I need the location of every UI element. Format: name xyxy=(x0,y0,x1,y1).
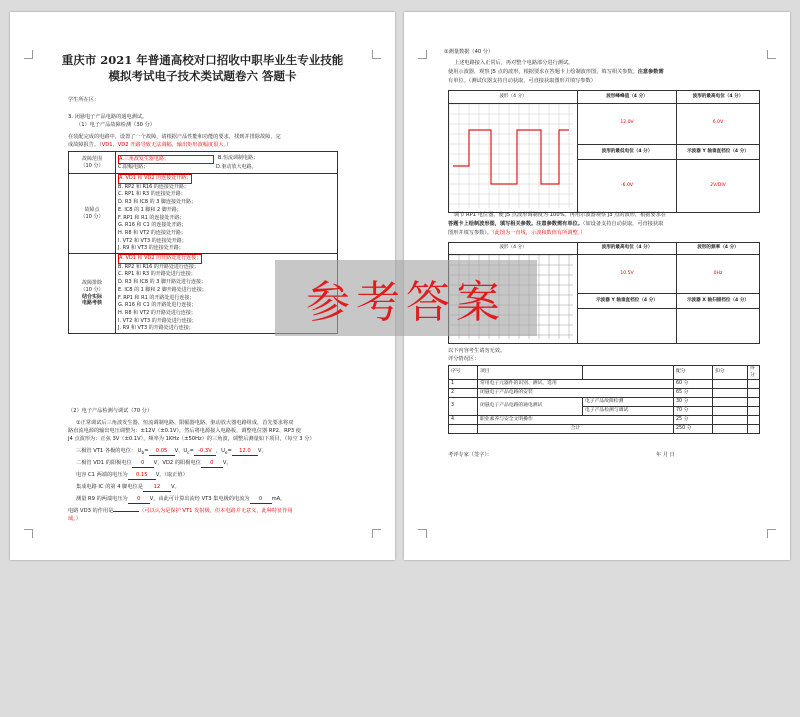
option: D.驱动放大电路。 xyxy=(216,163,257,170)
header-cell: 示波器 Y 轴垂直档位（4 分） xyxy=(677,144,760,160)
waveform-cell xyxy=(449,104,578,213)
instruction-text: ） xyxy=(226,142,232,148)
ic-pin4-value: 12 xyxy=(143,484,171,492)
examiner-signature-label: 考评专家（签字）： xyxy=(448,452,493,458)
measure-label: 三极管 VT1 各极的电位： xyxy=(76,448,137,454)
crop-mark xyxy=(767,529,776,538)
score-cell: 合计 xyxy=(478,425,674,434)
list-item: I. VT2 和 VT3 的开路处进行连接； xyxy=(118,317,197,324)
score-area-label: 评分情况区： xyxy=(448,356,480,362)
list-item: D. R3 和 IC8 的 3 脚连接处开路； xyxy=(118,199,196,206)
paragraph-line: 调节 RP1 电位器，使 J5 点波形调制度为 100%。再用示波器观察 J3 点的波形，根据要求在 xyxy=(454,212,667,218)
score-header xyxy=(583,366,674,380)
date-label: 年 月 日 xyxy=(656,452,675,458)
list-item: C. RP1 和 R3 的开路处进行连接； xyxy=(118,271,196,278)
ub-value: 0.05 xyxy=(149,448,175,456)
watermark-text: 参考答案 xyxy=(306,277,506,328)
score-cell: 闭悬电子产品电路的通电测试 xyxy=(478,398,583,416)
section-3-heading: 3. 闭悬电子产品电路的通电测试。 xyxy=(68,114,148,120)
paragraph-line: 上述电路接入正常后，再对整个电路部分进行测试。 xyxy=(454,60,574,66)
list-item: J. R9 和 VT3 的开路处进行连接； xyxy=(118,325,194,332)
measure-line-vt1: 三极管 VT1 各极的电位： $U_b= 0.05$ V，$U_c= -0.3V$ ，$U_e= 12.0$ V。 xyxy=(76,448,267,457)
measure-label: V。（取正值） xyxy=(155,472,188,478)
frequency-value: 0Hz xyxy=(677,255,760,294)
fault-repair-label-cell xyxy=(69,254,116,334)
score-header: 得分 xyxy=(748,366,760,380)
score-cell xyxy=(748,416,760,425)
measure-label: mA。 xyxy=(271,496,286,502)
crop-mark xyxy=(418,50,427,59)
fault-repair-note: 结合实际 电路考核 xyxy=(81,293,102,307)
instruction-line: 在装配完成的电路中，设置了一个故障，请根据产品性能和功能的要求，找到并排除故障，完 xyxy=(68,134,281,140)
score-cell: 70 分 xyxy=(674,407,713,416)
list-item: D. R3 和 IC8 的 3 脚开路处进行连接； xyxy=(118,279,206,286)
vt3-current-value: 0 xyxy=(250,496,272,504)
measure-label: 测量 R9 的两端电压为 xyxy=(76,496,128,502)
measure-line-c1 xyxy=(76,472,188,480)
score-cell: 1 xyxy=(449,380,478,389)
score-cell: 60 分 xyxy=(674,380,713,389)
measure-label: 集成电路 IC 的第 4 脚电位是 xyxy=(76,484,143,490)
answer-note: （此图为一直线，示波和数值有所调整。） xyxy=(492,230,586,236)
paragraph-line xyxy=(448,221,663,228)
header-cell: 波形（4 分） xyxy=(449,91,578,104)
list-item: B. RP2 和 R16 的连接处开路； xyxy=(118,183,189,190)
vd3-blank xyxy=(113,511,139,512)
fault-point-label: 故障点 （10 分） xyxy=(69,174,116,254)
crop-mark xyxy=(372,529,381,538)
list-item: B. RP2 和 R16 的开路处进行连接； xyxy=(118,263,199,270)
measure-line-vd1: 二极管 VD1 的阳极电位 0 V，VD2 的阳极电位 0 V。 xyxy=(76,460,232,466)
list-item: E. IC8 的 1 脚和 2 脚开路； xyxy=(118,206,182,213)
list-item: C. RP1 和 R3 的连接处开路； xyxy=(118,191,186,198)
measure-line-ic: 集成电路 IC 的第 4 脚电位是 12 V。 xyxy=(76,484,180,490)
list-item: F. RP1 和 R1 的开路处进行连接； xyxy=(118,294,195,301)
header-cell: 波形（4 分） xyxy=(449,243,578,255)
header-cell: 波形的最高电位（4 分） xyxy=(677,91,760,104)
paragraph-text: （如设备支持自动获取，可直接获取 xyxy=(582,221,664,227)
score-cell xyxy=(748,380,760,389)
score-cell xyxy=(713,380,748,389)
paragraph-line: J4 点波形为：正弦 3V（±0.1V），频率为 1KHz（±50Hz）的三角波，调整后测量如下项目，（每空 3 分） xyxy=(68,436,315,442)
min-potential-value: -6.0V xyxy=(578,160,677,213)
measure-label: 电路 VD3 的作用是 xyxy=(68,508,114,514)
score-cell: 闭悬电子产品电路的安装 xyxy=(478,389,674,398)
measure-line-vd3 xyxy=(68,508,293,515)
paragraph-text: 使用示波器，观察 J5 点的波形，根据要求在答题卡上绘制波形图，填写相关参数。 xyxy=(448,69,638,75)
measure-line-r9 xyxy=(76,496,285,504)
score-cell: 职业素养与安全文明操作 xyxy=(478,416,674,425)
max-potential-value: 10.5V xyxy=(578,255,677,294)
header-cell: 示波器 Y 轴垂直档位（4 分） xyxy=(578,294,677,309)
instruction-text: 成故障报告。（ xyxy=(68,142,102,148)
score-cell xyxy=(713,398,748,407)
score-cell xyxy=(713,407,748,416)
score-table xyxy=(448,365,760,434)
score-header: 序号 xyxy=(449,366,478,380)
list-item: J. R9 和 VT3 的连接处开路； xyxy=(118,245,184,252)
exam-title-line1: 重庆市 2021 年普通高校对口招收中职毕业生专业技能 xyxy=(61,53,344,67)
list-item: F. RP1 和 R1 的连接处开路； xyxy=(118,214,185,221)
peak-to-peak-value: 12.0V xyxy=(578,104,677,145)
vd3-answer-cont: 域。） xyxy=(68,516,81,522)
fault-range-options xyxy=(116,152,338,174)
measure-data-heading: ②测量数据（40 分） xyxy=(444,49,494,55)
paragraph-line xyxy=(448,230,585,237)
header-cell: 波形峰峰值（4 分） xyxy=(578,91,677,104)
header-cell: 波形的频率（4 分） xyxy=(677,243,760,255)
score-cell: 25 分 xyxy=(674,416,713,425)
crop-mark xyxy=(418,529,427,538)
list-item: I. VT2 和 VT3 的连接处开路； xyxy=(118,237,187,244)
score-cell xyxy=(713,389,748,398)
header-cell: 示波器 X 轴扫描档位（4 分） xyxy=(677,294,760,309)
list-item: E. IC8 的 1 脚和 2 脚开路处进行连接； xyxy=(118,286,207,293)
max-potential-value: 6.0V xyxy=(677,104,760,145)
y-axis-scale-blank xyxy=(578,309,677,343)
score-cell xyxy=(748,407,760,416)
paragraph-bold: 注意参数需 xyxy=(637,69,664,75)
score-cell: 65 分 xyxy=(674,389,713,398)
vd3-answer: （可以认为是保护 VT1 发射极，但本电路并无意义，此种特征作用 xyxy=(139,508,293,514)
score-cell xyxy=(748,389,760,398)
score-header: 项目 xyxy=(478,366,583,380)
school-label: 学生所在区： xyxy=(68,97,100,103)
y-axis-scale-value: 2V/DIV xyxy=(677,160,760,213)
list-item: H. R8 和 VT2 的开路处进行连接； xyxy=(118,309,196,316)
reference-answer-watermark xyxy=(275,260,537,336)
paragraph-text: 图形并填写参数）。 xyxy=(448,230,493,236)
score-cell: 电子产品检测与调试 xyxy=(583,407,674,416)
ue-value: 12.0 xyxy=(232,448,258,456)
option: B.恒流调制电路； xyxy=(218,154,259,161)
uc-value: -0.3V xyxy=(194,448,216,456)
paragraph-line: 路直流电源的输出电压调整为：±12V（±0.1V），然后将电源接入电路板，调整电位器 RP2、RP3 使 xyxy=(68,428,301,434)
header-cell: 波形的最低电位（4 分） xyxy=(578,144,677,160)
score-cell xyxy=(713,425,748,434)
score-cell xyxy=(748,398,760,407)
score-cell: 30 分 xyxy=(674,398,713,407)
paragraph-line: ①正常调试后三角波发生器、恒流调制电路、限幅器电路、驱动放大器电路组成，首先要求将双 xyxy=(76,420,294,426)
crop-mark xyxy=(767,50,776,59)
vd2-anode-value: 0 xyxy=(201,460,223,468)
measure-label: 二极管 VD1 的阳极电位 xyxy=(76,460,132,466)
measure-label: 电容 C1 两端的电压为 xyxy=(76,472,128,478)
list-item: A. VD1 和 VD2 的开路处进行连接； xyxy=(118,254,202,264)
fault-detection-heading: （1）电子产品故障检测（30 分） xyxy=(76,122,155,128)
r9-voltage-value: 0 xyxy=(128,496,150,504)
inspection-heading: （2）电子产品检测与调试（70 分） xyxy=(68,408,153,414)
crop-mark xyxy=(24,529,33,538)
paragraph-bold: 注意参数需有单位。 xyxy=(536,221,583,227)
score-cell xyxy=(748,425,760,434)
paragraph-bold: 答题卡上绘制波形图，填写相关参数。 xyxy=(448,221,537,227)
list-item: G. R16 和 C1 的开路处进行连接； xyxy=(118,302,197,309)
option: C.限幅电路； xyxy=(118,163,149,170)
paragraph-line xyxy=(448,69,664,76)
instruction-line xyxy=(68,142,231,149)
x-axis-scale-blank xyxy=(677,309,760,343)
header-cell: 波形的最高电位（4 分） xyxy=(578,243,677,255)
waveform-table-j5 xyxy=(448,90,760,213)
score-header: 配分 xyxy=(674,366,713,380)
list-item: G. R16 和 C1 的连接处开路； xyxy=(118,222,187,229)
measure-label: V，VD2 的阳极电位 xyxy=(153,460,201,466)
score-cell: 2 xyxy=(449,389,478,398)
list-item: H. R8 和 VT2 的连接处开路； xyxy=(118,229,186,236)
vd1-anode-value: 0 xyxy=(132,460,154,468)
score-cell: 常用电子元器件的识别、测试、选用 xyxy=(478,380,674,389)
score-cell xyxy=(713,416,748,425)
fault-point-options xyxy=(116,174,338,254)
oscilloscope-square-wave xyxy=(449,104,573,208)
c1-voltage-value: 0.15 xyxy=(128,472,156,480)
answer-fault-description: VD1、VD2 开路导致无法调幅，输出矩形波幅度很大。 xyxy=(101,142,227,148)
fault-repair-label: 故障排除 （10 分） xyxy=(80,280,104,293)
score-cell xyxy=(449,425,478,434)
score-cell: 250 分 xyxy=(674,425,713,434)
fault-range-label: 故障范围 （10 分） xyxy=(69,152,116,174)
note-line: 以下内容考生请勿无效。 xyxy=(448,348,506,354)
option-selected: A.三角波发生器电路； xyxy=(118,155,214,164)
list-item: A. VD1 和 VD2 的连接处开路； xyxy=(118,174,192,184)
score-cell: 电子产品故障检测 xyxy=(583,398,674,407)
paragraph-line: 有单位。（测试仪器支持自动获取，可直接获取图形并填写参数） xyxy=(448,78,596,84)
score-header: 扣分 xyxy=(713,366,748,380)
score-cell: 3 xyxy=(449,398,478,416)
score-cell: 4 xyxy=(449,416,478,425)
exam-title-line2: 模拟考试电子技术类试题卷六 答题卡 xyxy=(108,69,297,83)
measure-label: V，由此可计算出流经 VT3 集电极的电流为 xyxy=(149,496,250,502)
